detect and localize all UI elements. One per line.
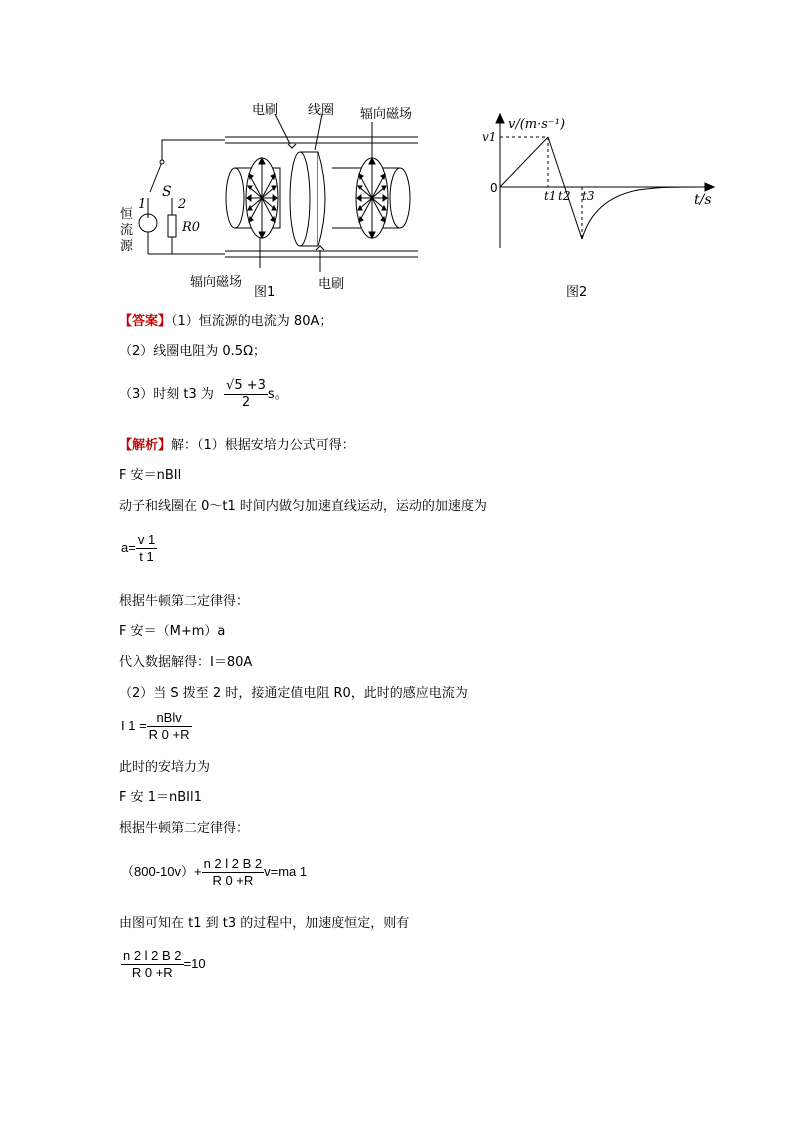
answer-t3-numerator: √5 +3 [226, 378, 266, 393]
induced-current-lhs: I 1 = [121, 717, 147, 733]
answer-line-1 [119, 313, 332, 331]
newton-law-line-1: 根据牛顿第二定律得： [119, 594, 250, 609]
substitution-result: 代入数据解得：I＝80A [119, 655, 253, 670]
t1-label: t1 [544, 189, 557, 203]
source-label-1: 恒 [120, 207, 134, 222]
answer-t3-unit: s [267, 387, 275, 402]
ampere-force-formula: F 安＝nBIl [119, 468, 182, 483]
switch-label: S [162, 184, 172, 200]
switch-pos2-label: 2 [178, 197, 187, 212]
constant-rhs: =10 [183, 955, 206, 971]
induced-current-formula [121, 710, 192, 743]
answer-tag: 【答案】 [119, 314, 172, 329]
answer-part-3-prefix: （3）时刻 t3 为 [119, 387, 214, 402]
motion-description: 动子和线圈在 0～t1 时间内做匀加速直线运动，运动的加速度为 [119, 499, 487, 514]
part-2-description: （2）当 S 拨至 2 时，接通定值电阻 R0，此时的感应电流为 [119, 686, 468, 701]
constant-acceleration-equation [121, 948, 206, 981]
source-label-3: 源 [120, 239, 134, 254]
ampere-force-formula-2: F 安 1＝nBIl1 [119, 790, 202, 805]
analysis-intro: 解：（1）根据安培力公式可得： [171, 438, 355, 453]
acceleration-denominator: t 1 [139, 549, 154, 564]
newton-equation [121, 856, 307, 889]
r0-label: R0 [182, 220, 201, 235]
analysis-line-1 [119, 437, 355, 455]
induced-current-denominator: R 0 +R [148, 727, 190, 742]
induced-current-fraction [147, 710, 192, 743]
constant-numerator: n 2 l 2 B 2 [123, 948, 182, 963]
analysis-tag: 【解析】 [119, 438, 172, 453]
answer-line-3 [119, 378, 288, 411]
ampere-force-line-2: 此时的安培力为 [119, 760, 211, 775]
field-top-label: 辐向磁场 [360, 107, 413, 122]
constant-denominator: R 0 +R [131, 965, 173, 980]
force-mass-formula: F 安＝（M+m）a [119, 624, 226, 639]
answer-t3-denominator: 2 [241, 395, 251, 410]
figure-2-caption: 图2 [566, 285, 588, 300]
newton-equation-denominator: R 0 +R [212, 873, 254, 888]
answer-part-1: （1）恒流源的电流为 80A； [171, 314, 333, 329]
t2-label: t2 [558, 189, 571, 203]
answer-t3-fraction [224, 378, 268, 411]
origin-label: 0 [490, 181, 498, 195]
newton-law-line-2: 根据牛顿第二定律得： [119, 821, 250, 836]
y-axis-label: v/(m·s⁻¹) [508, 117, 566, 132]
field-bottom-label: 辐向磁场 [190, 275, 243, 290]
v1-label: v1 [482, 130, 497, 144]
newton-equation-numerator: n 2 l 2 B 2 [203, 856, 263, 871]
brush-top-label: 电刷 [252, 103, 279, 118]
source-label-2: 流 [120, 223, 134, 238]
answer-part-2: （2）线圈电阻为 0.5Ω； [119, 344, 267, 359]
induced-current-numerator: nBlv [147, 710, 192, 727]
figure-1-motor-diagram [110, 100, 430, 300]
acceleration-lhs: a= [121, 539, 136, 555]
figure-2-velocity-graph [478, 108, 728, 303]
t3-label: t3 [582, 189, 595, 203]
acceleration-numerator: v 1 [137, 532, 156, 547]
acceleration-formula [121, 532, 157, 565]
newton-equation-rhs: v=ma 1 [264, 863, 308, 879]
newton-equation-fraction [202, 856, 265, 889]
figure-1-caption: 图1 [254, 285, 276, 300]
x-axis-label: t/s [694, 192, 712, 208]
brush-bottom-label: 电刷 [318, 277, 345, 292]
answer-part-3-end: 。 [274, 387, 288, 402]
constant-fraction [121, 948, 184, 981]
acceleration-fraction [136, 532, 157, 565]
graph-observation: 由图可知在 t1 到 t3 的过程中，加速度恒定，则有 [119, 916, 410, 931]
switch-pos1-label: 1 [138, 197, 147, 212]
coil-label: 线圈 [308, 103, 335, 118]
newton-equation-lhs: （800-10v）+ [121, 863, 202, 879]
